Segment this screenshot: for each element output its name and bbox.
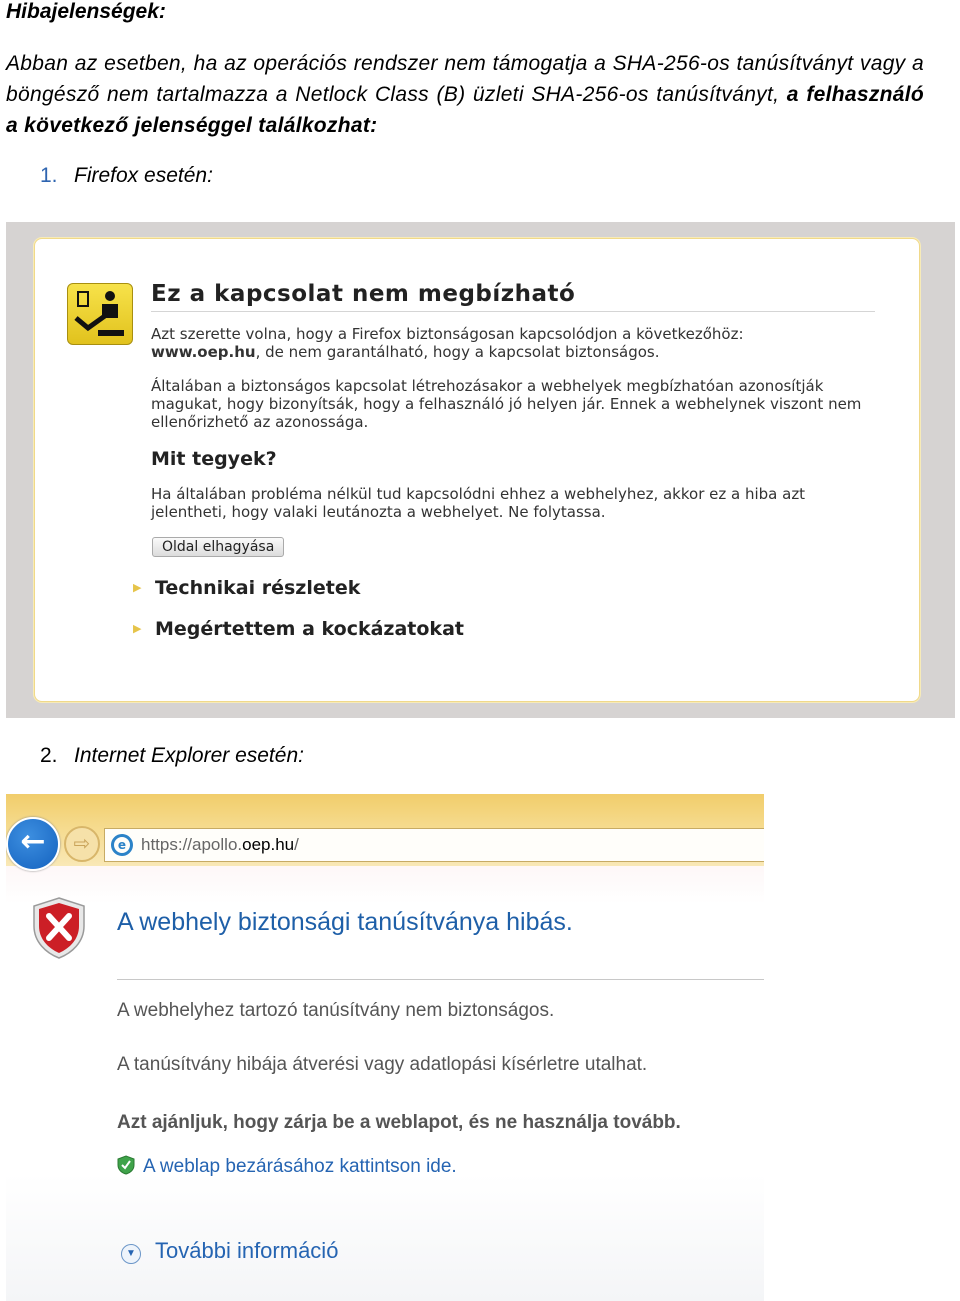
error-shield-icon [32,896,86,960]
firefox-security-icon [67,283,133,345]
intro-text-after: , de nem garantálható, hogy a kapcsolat biztonságos. [255,343,660,361]
ie-back-arrow-icon[interactable]: ← [6,817,60,871]
doc-paragraph-bold: a felhasználó a következő jelenséggel találkozhat: [6,83,924,137]
firefox-error-title: Ez a kapcsolat nem megbízható [151,281,576,307]
firefox-error-box [34,238,920,702]
ie-address-bar[interactable] [104,828,764,862]
intro-domain: www.oep.hu [151,343,256,361]
doc-paragraph-text: Abban az esetben, ha az operációs rendszer nem támogatja a SHA-256-os tanúsítványt vagy a böngésző nem tartalmazza a Netlock Class (B) üzleti SHA-256-os tanúsítványt, [6,52,924,106]
ie-url [141,835,299,855]
firefox-explain-text: Általában a biztonságos kapcsolat létrehozásakor a webhelyek megbízhatóan azonosítják magukat, hogy bizonyítsák, hogy a felhasználó jó helyen jár. Ennek a webhelynek viszont nem ellenőrizhető az azonossága. [151,377,862,431]
firefox-screenshot [6,222,955,718]
firefox-what-title: Mit tegyek? [151,448,277,470]
ie-line-3: Azt ajánljuk, hogy zárja be a weblapot, és ne használja tovább. [117,1112,681,1133]
close-page-label: A weblap bezárásához kattintson ide. [143,1156,457,1177]
understand-risks-expander[interactable] [133,618,464,640]
technical-details-label: Technikai részletek [155,577,361,599]
url-suffix: / [294,835,299,854]
expand-triangle-icon: ▶ [133,622,142,635]
list-number: 2. [40,744,58,767]
divider [117,979,764,980]
green-shield-check-icon [117,1155,135,1175]
firefox-intro-text [151,325,879,361]
firefox-what-text: Ha általában probléma nélkül tud kapcsolódni ehhez a webhelyhez, akkor ez a hiba azt jelentheti, hogy valaki leutánozta a webhelyet. Ne folytassa. [151,485,806,521]
doc-paragraph [6,48,924,141]
more-info-label: További információ [155,1238,339,1263]
ie-screenshot [6,794,764,1301]
leave-page-button[interactable]: Oldal elhagyása [152,537,284,557]
list-number: 1. [40,164,58,187]
technical-details-expander[interactable] [133,577,360,599]
ie-line-1: A webhelyhez tartozó tanúsítvány nem biztonságos. [117,1000,555,1021]
ie-forward-arrow-icon[interactable]: ⇨ [64,826,100,862]
ie-error-title: A webhely biztonsági tanúsítványa hibás. [117,908,573,936]
intro-text: Azt szerette volna, hogy a Firefox biztonságosan kapcsolódjon a következőhöz: [151,325,744,343]
close-page-link[interactable] [117,1155,457,1178]
ie-line-2: A tanúsítvány hibája átverési vagy adatlopási kísérletre utalhat. [117,1054,648,1075]
list-label: Internet Explorer esetén: [74,744,304,767]
expand-triangle-icon: ▶ [133,581,142,594]
list-label: Firefox esetén: [74,164,213,187]
more-info-link[interactable] [121,1238,338,1264]
doc-heading: Hibajelenségek: [6,0,166,23]
url-prefix: https://apollo. [141,835,243,854]
ie-logo-icon: e [111,834,133,856]
chevron-down-circle-icon: ▼ [121,1244,141,1264]
list-item-firefox [40,164,213,188]
url-domain: oep.hu [242,835,295,854]
understand-risks-label: Megértettem a kockázatokat [155,618,464,640]
divider [151,311,875,312]
list-item-ie [40,744,304,768]
